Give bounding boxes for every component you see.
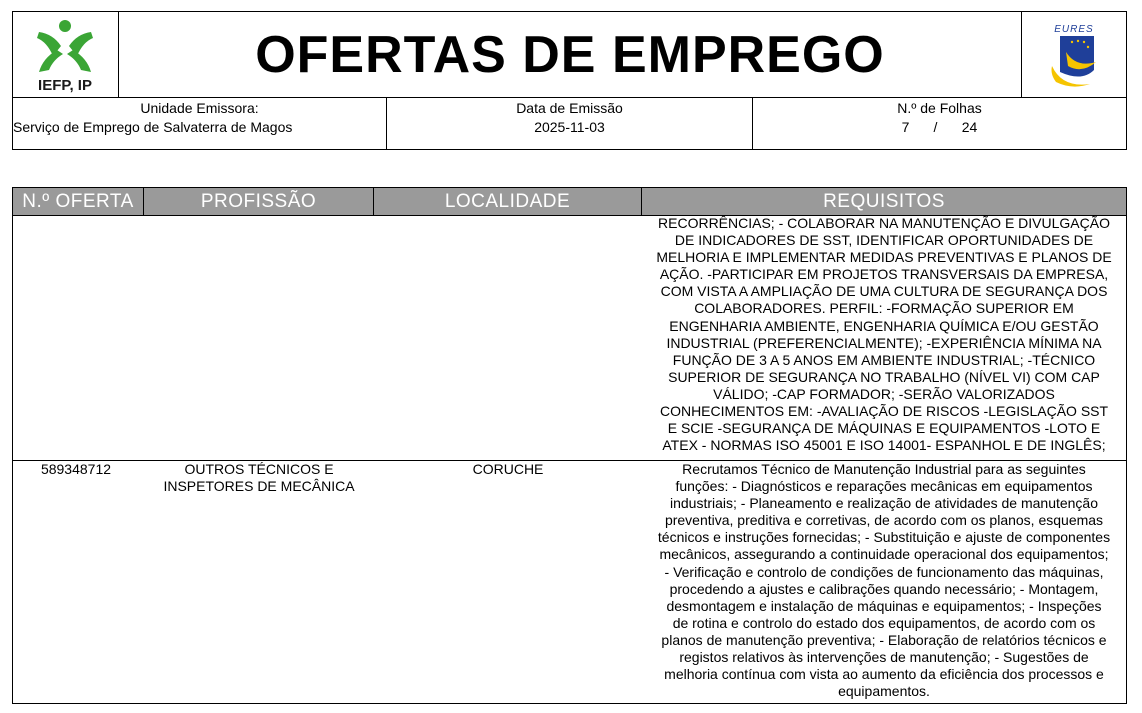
- eures-logo-text: EURES: [1054, 24, 1094, 35]
- localidade-cell: CORUCHE: [472, 461, 544, 477]
- requisitos-line: ATEX - NORMAS ISO 45001 E ISO 14001- ESPANHOL E DE INGLÊS;: [662, 437, 1106, 454]
- folhas-total: 24: [961, 119, 978, 135]
- unidade-label: Unidade Emissora:: [140, 100, 259, 116]
- requisitos-line: AÇÃO. -PARTICIPAR EM PROJETOS TRANSVERSAIS DA EMPRESA,: [659, 266, 1109, 283]
- unidade-emissora: [13, 98, 387, 150]
- profissao-cell: [144, 461, 374, 495]
- requisitos-line: COLABORADORES. PERFIL: -FORMAÇÃO SUPERIOR EM: [694, 300, 1074, 317]
- requisitos-cell: [645, 461, 1123, 700]
- requisitos-line: DE INDICADORES DE SST, IDENTIFICAR OPORTUNIDADES DE: [674, 232, 1094, 249]
- folhas-label: N.º de Folhas: [897, 100, 982, 116]
- column-header-oferta: N.º OFERTA: [13, 188, 144, 215]
- title-cell: [119, 12, 1022, 97]
- requisitos-line: Recrutamos Técnico de Manutenção Industrial para as seguintes: [682, 461, 1086, 477]
- data-value: 2025-11-03: [534, 119, 605, 135]
- requisitos-line: VÁLIDO; -CAP FORMADOR; -SERÃO VALORIZADOS: [713, 385, 1055, 402]
- requisitos-line: MELHORIA E IMPLEMENTAR MEDIDAS PREVENTIVAS E PLANOS DE: [656, 249, 1112, 266]
- requisitos-cell: [645, 215, 1123, 454]
- requisitos-line: COM VISTA A AMPLIAÇÃO DE UMA CULTURA DE SEGURANÇA DOS: [660, 283, 1108, 300]
- data-label: Data de Emissão: [516, 100, 623, 116]
- requisitos-line: CONHECIMENTOS EM: -AVALIAÇÃO DE RISCOS -LEGISLAÇÃO SST: [659, 403, 1109, 420]
- requisitos-line: RECORRÊNCIAS; - COLABORAR NA MANUTENÇÃO E DIVULGAÇÃO: [658, 215, 1110, 231]
- requisitos-line: SUPERIOR DE SEGURANÇA NO TRABALHO (NÍVEL VI) COM CAP: [668, 368, 1100, 385]
- iefp-logo: [13, 12, 119, 97]
- table-header: [13, 188, 1126, 215]
- eures-logo: [1022, 12, 1126, 97]
- requisitos-line: INDUSTRIAL (PREFERENCIALMENTE); -EXPERIÊNCIA MÍNIMA NA: [666, 334, 1102, 351]
- requisitos-line: desmontagem e instalação de máquinas e equipamentos; - Inspeções: [666, 597, 1102, 614]
- profissao-line: INSPETORES DE MECÂNICA: [163, 478, 355, 495]
- requisitos-line: funções: - Diagnósticos e reparações mecânicas em equipamentos: [675, 478, 1093, 495]
- column-header-localidade: LOCALIDADE: [374, 188, 642, 215]
- folhas-separator: /: [933, 119, 938, 135]
- requisitos-line: equipamentos.: [838, 683, 930, 700]
- data-emissao: [387, 98, 753, 150]
- numero-folhas: [753, 98, 1126, 150]
- column-header-requisitos: REQUISITOS: [642, 188, 1126, 215]
- requisitos-line: de rotina e controlo do estado dos equipamentos, de acordo com os: [672, 614, 1096, 631]
- iefp-logo-text: IEFP, IP: [38, 77, 92, 94]
- requisitos-line: procedendo a ajustes e calibrações quando necessário; - Montagem,: [669, 580, 1099, 597]
- folhas-value: [753, 117, 1126, 137]
- table-row: [13, 460, 1126, 703]
- iefp-logo-mark-icon: [13, 12, 118, 96]
- requisitos-line: mecânicos, assegurando a continuidade operacional dos equipamentos;: [659, 546, 1109, 563]
- oferta-cell: 589348712: [40, 461, 112, 477]
- requisitos-line: melhoria contínua com vista ao aumento da eficiência dos processos e: [664, 666, 1104, 683]
- emission-info-row: [13, 97, 1126, 149]
- requisitos-line: registos relativos às intervenções de manutenção; - Sugestões de: [679, 649, 1089, 666]
- column-header-profissao: PROFISSÃO: [144, 188, 374, 215]
- unidade-value: Serviço de Emprego de Salvaterra de Magos: [13, 119, 293, 135]
- profissao-line: OUTROS TÉCNICOS E: [184, 461, 334, 477]
- document-header: [12, 11, 1127, 150]
- requisitos-line: preventiva, preditiva e corretivas, de acordo com os planos, esquemas: [664, 512, 1104, 529]
- folhas-current: 7: [901, 119, 910, 135]
- table-row: [13, 215, 1126, 460]
- requisitos-line: planos de manutenção preventiva; - Elaboração de relatórios técnicos e: [661, 631, 1107, 648]
- page-title: OFERTAS DE EMPREGO: [255, 25, 885, 84]
- requisitos-line: E SCIE -SEGURANÇA DE MÁQUINAS E EQUIPAMENTOS -LOTO E: [667, 420, 1101, 437]
- eures-logo-mark-icon: [1022, 12, 1126, 96]
- requisitos-line: ENGENHARIA AMBIENTE, ENGENHARIA QUÍMICA E/OU GESTÃO: [669, 317, 1099, 334]
- job-offers-table: [12, 187, 1127, 704]
- requisitos-line: FUNÇÃO DE 3 A 5 ANOS EM AMBIENTE INDUSTRIAL; -TÉCNICO: [672, 351, 1096, 368]
- requisitos-line: técnicos e instruções fornecidas; - Substituição e ajuste de componentes: [657, 529, 1111, 546]
- requisitos-line: - Verificação e controlo de condições de funcionamento das máquinas,: [664, 563, 1104, 580]
- requisitos-line: industriais; - Planeamento e realização de atividades de manutenção: [669, 495, 1099, 512]
